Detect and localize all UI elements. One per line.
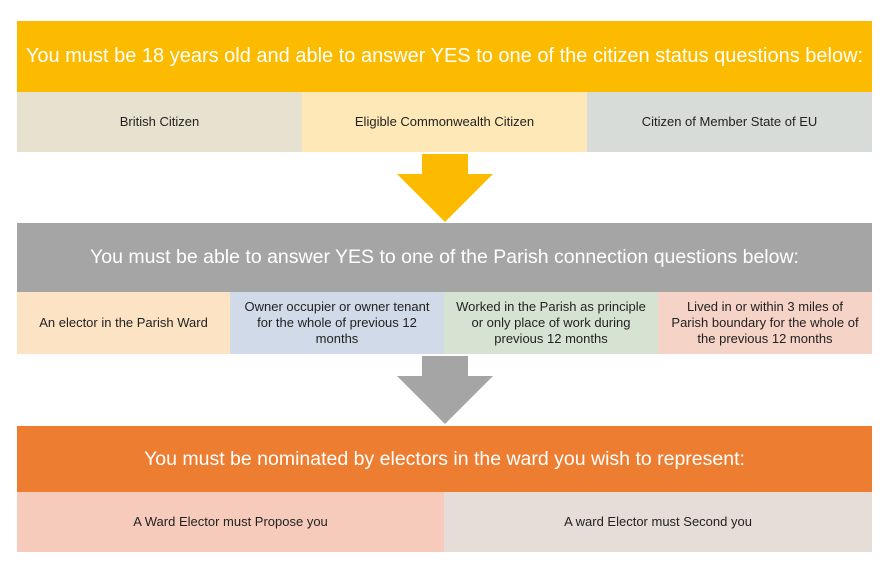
option-seconder: A ward Elector must Second you xyxy=(444,492,872,552)
nomination-heading: You must be nominated by electors in the ward you wish to represent: xyxy=(17,426,872,492)
down-arrow-icon xyxy=(397,154,493,222)
parish-connection-heading: You must be able to answer YES to one of the Parish connection questions below: xyxy=(17,223,872,292)
citizen-status-options xyxy=(17,92,872,152)
nomination-options xyxy=(17,492,872,552)
option-proposer: A Ward Elector must Propose you xyxy=(17,492,444,552)
option-worked-in-parish: Worked in the Parish as principle or only place of work during previous 12 months xyxy=(444,292,658,354)
down-arrow-icon xyxy=(397,356,493,424)
option-lived-near-parish: Lived in or within 3 miles of Parish boundary for the whole of the previous 12 months xyxy=(658,292,872,354)
option-owner-occupier: Owner occupier or owner tenant for the whole of previous 12 months xyxy=(230,292,444,354)
option-parish-elector: An elector in the Parish Ward xyxy=(17,292,230,354)
option-british-citizen: British Citizen xyxy=(17,92,302,152)
option-eu-citizen: Citizen of Member State of EU xyxy=(587,92,872,152)
citizen-status-heading: You must be 18 years old and able to answer YES to one of the citizen status questions below: xyxy=(17,21,872,92)
option-commonwealth-citizen: Eligible Commonwealth Citizen xyxy=(302,92,587,152)
parish-connection-options xyxy=(17,292,872,354)
